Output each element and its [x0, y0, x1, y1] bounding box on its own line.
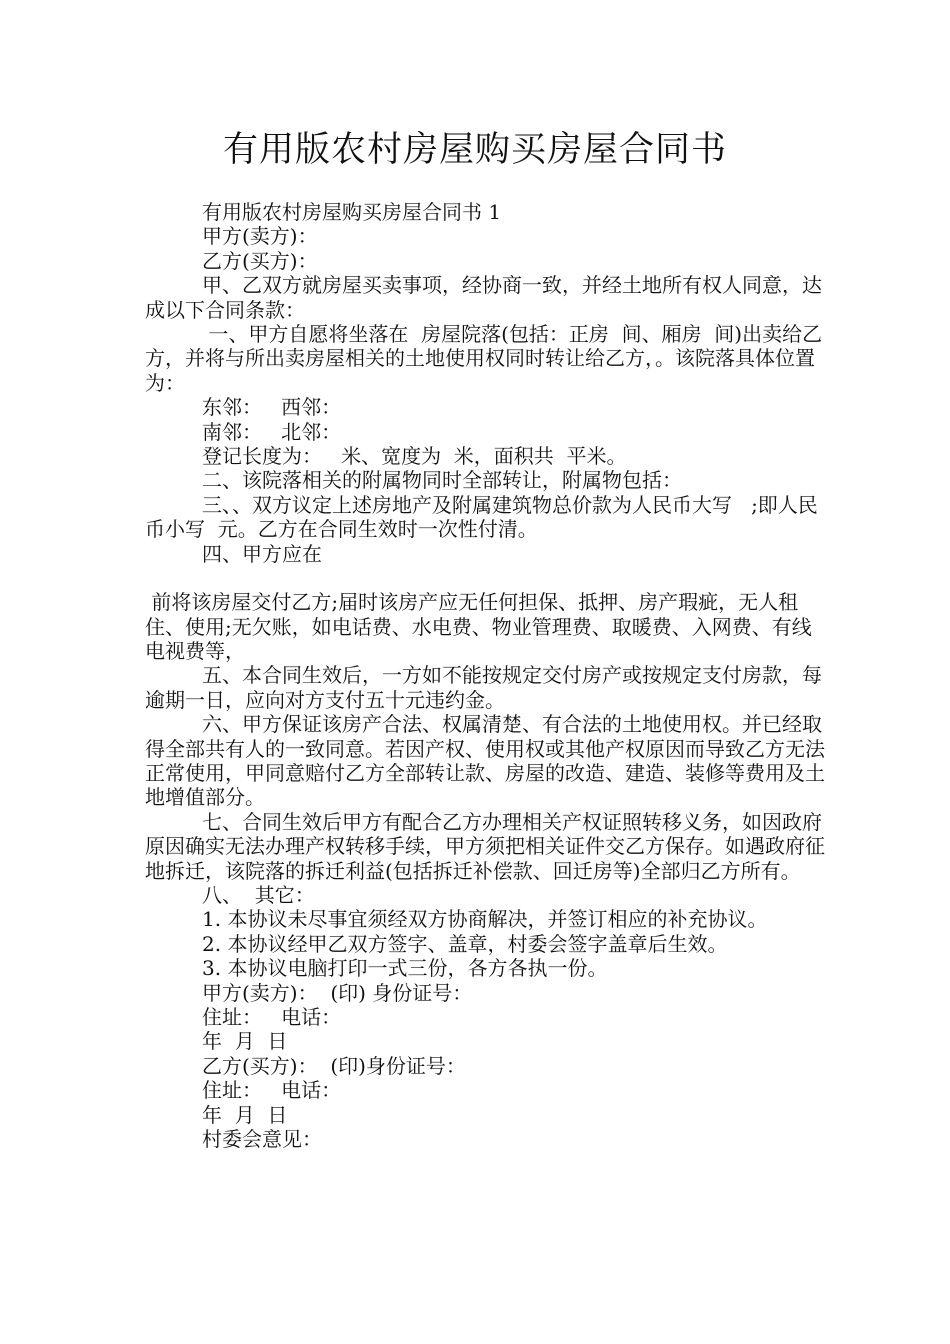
party-a-address-phone: 住址： 电话： — [202, 1005, 342, 1029]
preamble-paragraph: 甲、乙双方就房屋买卖事项，经协商一致，并经土地所有权人同意，达成以下合同条款： — [145, 273, 822, 322]
paragraph-heading: 有用版农村房屋购买房屋合同书 1 — [202, 200, 502, 224]
clause-8-item-3: 3. 本协议电脑打印一式三份，各方各执一份。 — [202, 956, 608, 981]
party-b-label: 乙方(买方)： — [202, 248, 318, 273]
clause-7: 七、合同生效后甲方有配合乙方办理相关产权证照转移义务，如因政府原因确实无法办理产权转移手续，甲方须把相关证件交乙方保存。如遇政府征地拆迁，该院落的拆迁利益(包括拆迁补偿款、回迁房等)全部归乙方所有。 — [145, 809, 825, 883]
neighbors-south-north: 南邻： 北邻： — [202, 419, 342, 444]
clause-4-continued: 前将该房屋交付乙方;届时该房产应无任何担保、抵押、房产瑕疵，无人租住、使用;无欠账，如电话费、水电费、物业管理费、取暖费、入网费、有线电视费等， — [145, 590, 812, 663]
party-a-label: 甲方(卖方)： — [202, 224, 318, 249]
clause-1: 一、甲方自愿将坐落在 房屋院落(包括：正房 间、厢房 间)出卖给乙方，并将与所出卖房屋相关的土地使用权同时转让给乙方，。该院落具体位置为： — [145, 322, 823, 395]
neighbors-east-west: 东邻： 西邻： — [202, 395, 342, 420]
party-b-signature: 乙方(买方)： (印)身份证号： — [202, 1053, 466, 1078]
clause-3: 三、、双方议定上述房地产及附属建筑物总价款为人民币大写 ;即人民币小写 元。乙方在合同生效时一次性付清。 — [145, 492, 818, 542]
clause-2: 二、该院落相关的附属物同时全部转让，附属物包括： — [202, 468, 682, 493]
clause-8: 八、 其它： — [202, 882, 315, 907]
clause-5: 五、本合同生效后，一方如不能按规定交付房产或按规定支付房款，每逾期一日，应向对方支付五十元违约金。 — [145, 663, 822, 712]
party-b-address-phone: 住址： 电话： — [202, 1078, 342, 1103]
document-title: 有用版农村房屋购买房屋合同书 — [222, 130, 727, 170]
registered-dimensions: 登记长度为： 米、宽度为 米，面积共 平米。 — [202, 444, 627, 469]
clause-8-item-2: 2. 本协议经甲乙双方签字、盖章，村委会签字盖章后生效。 — [202, 931, 728, 956]
party-a-date: 年 月 日 — [202, 1029, 288, 1054]
party-a-signature: 甲方(卖方)： (印) 身份证号： — [202, 980, 473, 1005]
party-b-date: 年 月 日 — [202, 1102, 288, 1127]
clause-4-start: 四、甲方应在 — [202, 541, 322, 566]
clause-6: 六、甲方保证该房产合法、权属清楚、有合法的土地使用权。并已经取得全部共有人的一致同意。若因产权、使用权或其他产权原因而导致乙方无法正常使用，甲同意赔付乙方全部转让款、房屋的改造、建造、装修等费用及土地增值部分。 — [145, 712, 825, 810]
blank-line — [145, 566, 825, 590]
document-body — [145, 200, 825, 1151]
clause-8-item-1: 1. 本协议未尽事宜须经双方协商解决，并签订相应的补充协议。 — [202, 907, 768, 932]
village-committee-opinion: 村委会意见： — [202, 1127, 322, 1152]
